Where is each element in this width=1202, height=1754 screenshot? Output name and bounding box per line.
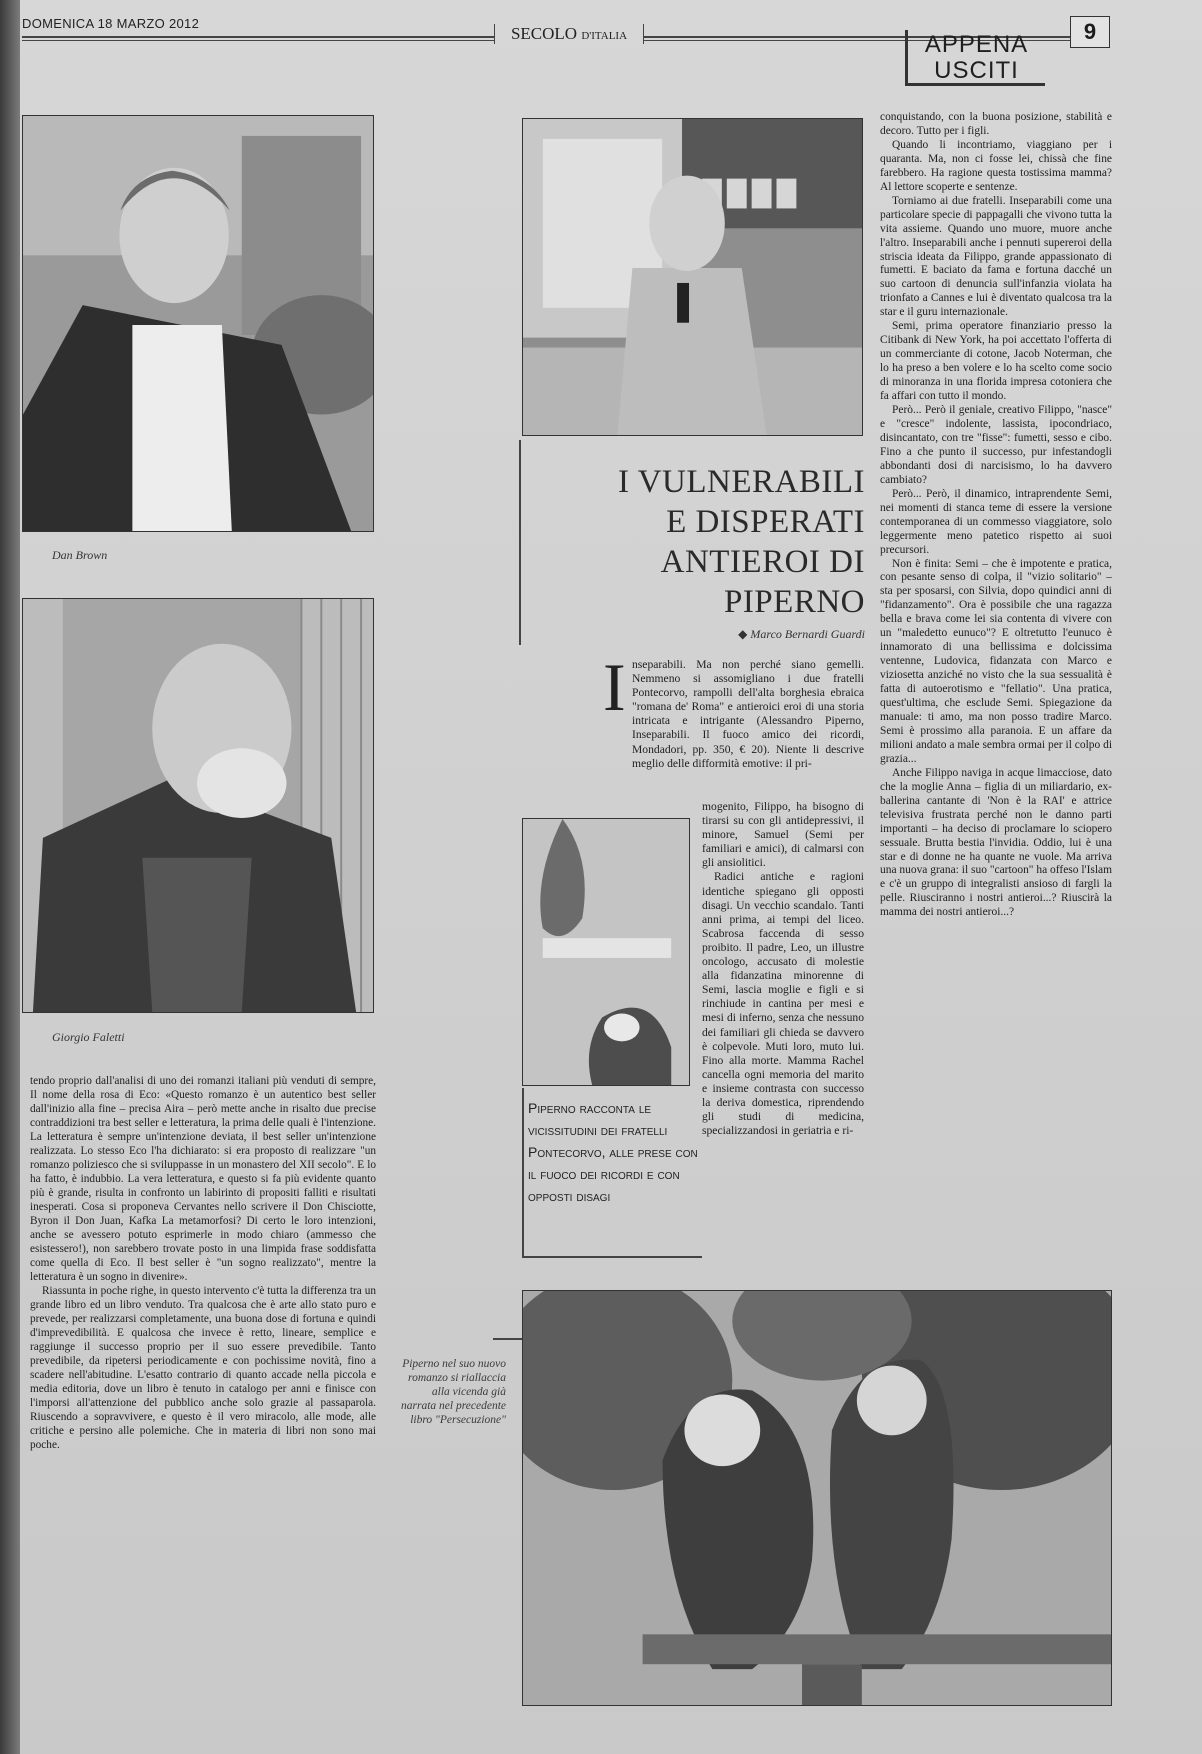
column-left-continuation (30, 1074, 376, 1452)
caption-giorgio-faletti: Giorgio Faletti (52, 1030, 125, 1044)
issue-date: DOMENICA 18 MARZO 2012 (22, 16, 200, 31)
masthead (494, 24, 644, 44)
paragraph: Quando li incontriamo, viaggiano per i quaranta. Ma, non ci fosse lei, chissà che fine farebbero. Ha ragione questa tostissima mamma? Al lettore scoperte e sentenze. (880, 138, 1112, 193)
caption-parrots: Piperno nel suo nuovo romanzo si riallaccia alla vicenda già narrata nel precedente libro "Persecuzione" (401, 1358, 506, 1426)
paragraph: conquistando, con la buona posizione, stabilità e decoro. Tutto per i figli. (880, 111, 1112, 137)
paragraph: Riassunta in poche righe, in questo intervento c'è tutta la differenza tra un grande libro ed un libro venduto. Tra qualcosa che è arte allo stato puro e prevede, per realizzarsi completamente, una buona dose di fortuna e quindi d'imprevedibilità. E qualcosa che invece è retto, lineare, semplice e raggiunge il successo proprio per il suo essere prevedibile. Tanto prevedibile, da ripetersi periodicamente e con pochissime novità, fino a scadere nell'abitudine. L'esatto contrario di quanto accade nella piccola e media editoria, dove un libro è tenuto in catalogo per anni e finisce con l'imporsi all'attenzione del pubblico anche solo grazie al passaparola. Riuscendo a sopravvivere, e questo è il vero miracolo, alle mode, alle critiche e persino alle polemiche. Che in materia di libri non sono mai poche. (30, 1285, 376, 1451)
paragraph: Anche Filippo naviga in acque limacciose, dato che la moglie Anna – figlia di un miliardario, ex-ballerina cantante di 'Non è la RAI' e attrice televisiva frustrata perché non le danno parti importanti – ha deciso di proclamare lo sciopero sessuale. Brutta bestia l'invidia. Oddio, lui è una star e di donne ne ha quante ne vuole. Ma arriva una nuova grana: il suo "cartoon" ha offeso l'Islam e c'è un gruppo di integralisti ansioso di fargli la pelle. Riusciranno i nostri antieroi...? Riuscirà la mamma dei nostri antieroi...? (880, 766, 1112, 919)
paragraph: Torniamo ai due fratelli. Inseparabili come una particolare specie di pappagalli che vivono tutta la vita assieme. Quando uno muore, muore anche l'altro. Inseparabili anche i pennuti supereroi della striscia ideata da Filippo, grande appassionato di fumetti. E baciato da fama e fortuna dacché un suo cartoon di denuncia sull'infanzia violata ha trionfato a Cannes e lui è diventato qualcosa tra la star e il guru internazionale. (880, 194, 1112, 319)
headline-line-3: ANTIEROI DI PIPERNO (660, 544, 865, 620)
caption-dan-brown: Dan Brown (52, 548, 108, 562)
paragraph: Radici antiche e ragioni identiche spiegano gli opposti disagi. Un vecchio scandalo. Tanti anni prima, ai tempi del liceo. Scabrosa faccenda di sesso proibito. Il padre, Leo, un illustre oncologo, accusato di molestie alla fidanzatina minorenne di Semi, lascia moglie e figli e si rinchiude in cantina per mesi e mesi di inferno, senza che nessuno dei familiari gli chieda se davvero è colpevole. Muti loro, muto lui. Fino alla morte. Mamma Rachel cancella ogni memoria del marito e insieme contrasta con successo la deriva domestica, riprendendo gli studi di medicina, specializzandosi in geriatria e ri- (702, 870, 864, 1138)
caption-rule (493, 1338, 523, 1340)
headline-rule (519, 440, 521, 645)
masthead-subtitle: D'ITALIA (581, 30, 628, 42)
page-number: 9 (1070, 16, 1110, 48)
column-article-right (880, 111, 1112, 920)
paragraph: mogenito, Filippo, ha bisogno di tirarsi su con gli antidepressivi, il minore, Samuel (Semi per familiari e amici), di calmarsi con gli ansiolitici. (702, 800, 864, 870)
column-article-lead (632, 658, 864, 771)
paragraph: Semi, prima operatore finanziario presso la Citibank di New York, ha poi accettato l'offerta di un commerciante di cotone, Jacob Noterman, che lo ha preso a ben volere e lo ha scelto come socio di minoranza in una florida impresa cotoniera che fa affari con tutto il mondo. (880, 320, 1112, 403)
rubric-line-1: APPENA (924, 31, 1029, 58)
paragraph: Però... Però, il dinamico, intraprendente Semi, nei momenti di stanca teme di essere la versione contemporanea di un commesso viaggiatore, solo leggermente meno patetico rispetto ai suoi precursori. (880, 487, 1112, 556)
drop-cap: I (603, 649, 626, 725)
page-binding-shadow (0, 0, 20, 1754)
photo-piperno-bookfair (522, 118, 863, 436)
pull-quote: Piperno racconta le vicissitudini dei fratelli Pontecorvo, alle prese con il fuoco dei ricordi e con opposti disagi (528, 1100, 698, 1204)
photo-giorgio-faletti (22, 598, 374, 1013)
article-byline: ◆ Marco Bernardi Guardi (738, 627, 865, 641)
rubric-line-2: USCITI (934, 57, 1019, 84)
article-headline (525, 462, 865, 622)
headline-line-1: I VULNERABILI (618, 464, 865, 500)
column-article-middle (702, 800, 864, 1138)
section-rubric (905, 30, 1045, 86)
byline-author: Marco Bernardi Guardi (750, 627, 865, 641)
paragraph: tendo proprio dall'analisi di uno dei romanzi italiani più venduti di sempre, Il nome della rosa di Eco: «Questo romanzo è un autentico best seller dall'inizio alla fine – precisa Aira – però mette anche in risalto due precise contraddizioni tra best seller e letteratura, la prima delle quali è l'intenzione. La letteratura è sempre un'intenzione deviata, il best seller un'intenzione realizzata. Lo stesso Eco l'ha dichiarato: si era proposto di realizzare "un romanzo poliziesco che si sviluppasse in un monastero del XII secolo". E lo ha fatto, è indubbio. La vera letteratura, e questo si fa più evidente quanto più è grande, risulta in confronto un labirinto di propositi falliti e risultati inesperati. Cosa si proponeva Cervantes nello scrivere il Don Chisciotte, Byron il Don Juan, Kafka La metamorfosi? Di certo le loro intenzioni, anche se avessero potuto esprimerle in modo chiaro (ammesso che esistessero!), non sarebbero trovate posto in una limpida frase soddisfatta come quella di Eco. Il best seller è "un sogno realizzato", mentre la letteratura è un sogno in divenire». (30, 1075, 376, 1283)
paragraph: nseparabili. Ma non perché siano gemelli. Nemmeno si assomigliano i due fratelli Pontecorvo, rampolli dell'alta borghesia ebraica "romana de' Roma" e antieroici eroi di una storia intricata e intrigante (Alessandro Piperno, Inseparabili. Il fuoco amico dei ricordi, Mondadori, pp. 350, € 20). Niente li descrive meglio delle difformità emotive: il pri- (632, 658, 864, 770)
photo-parrots (522, 1290, 1112, 1706)
headline-line-2: E DISPERATI (666, 504, 865, 540)
masthead-title: SECOLO (510, 24, 578, 43)
paragraph: Non è finita: Semi – che è impotente e pratica, con pesante senso di colpa, il "vizio solitario" – sta per sposarsi, con Silvia, dopo quindici anni di "fidanzamento". Ora è possibile che una ragazza bella e brava come lei sia contenta di vivere con un "maledetto eunuco"? E oltretutto l'eunuco è innamorato di una bellissima e dolcissima ventenne, Ludovica, fidanzata con Marco e viziosetta anziché no visto che la sua sessualità è fatta di autoerotismo e "fellatio". Una pratica, quest'ultima, che esclude Semi. Spiegazione da manuale: ti amo, ma non posso tradire Marco. Semi è prossimo alla paranoia. E un affare da milioni andato a male sembra ormai per il colpo di grazia... (880, 557, 1112, 765)
photo-dan-brown (22, 115, 374, 532)
photo-book-cover (522, 818, 690, 1086)
paragraph: Però... Però il geniale, creativo Filippo, "nasce" e "cresce" indolente, lassista, ipocondriaco, disincantato, con tre "fisse": fumetti, sesso e cibo. Fino a che punto il successo, pur infestandogli abbondanti dosi di narcisismo, lo ha davvero cambiato? (880, 404, 1112, 486)
